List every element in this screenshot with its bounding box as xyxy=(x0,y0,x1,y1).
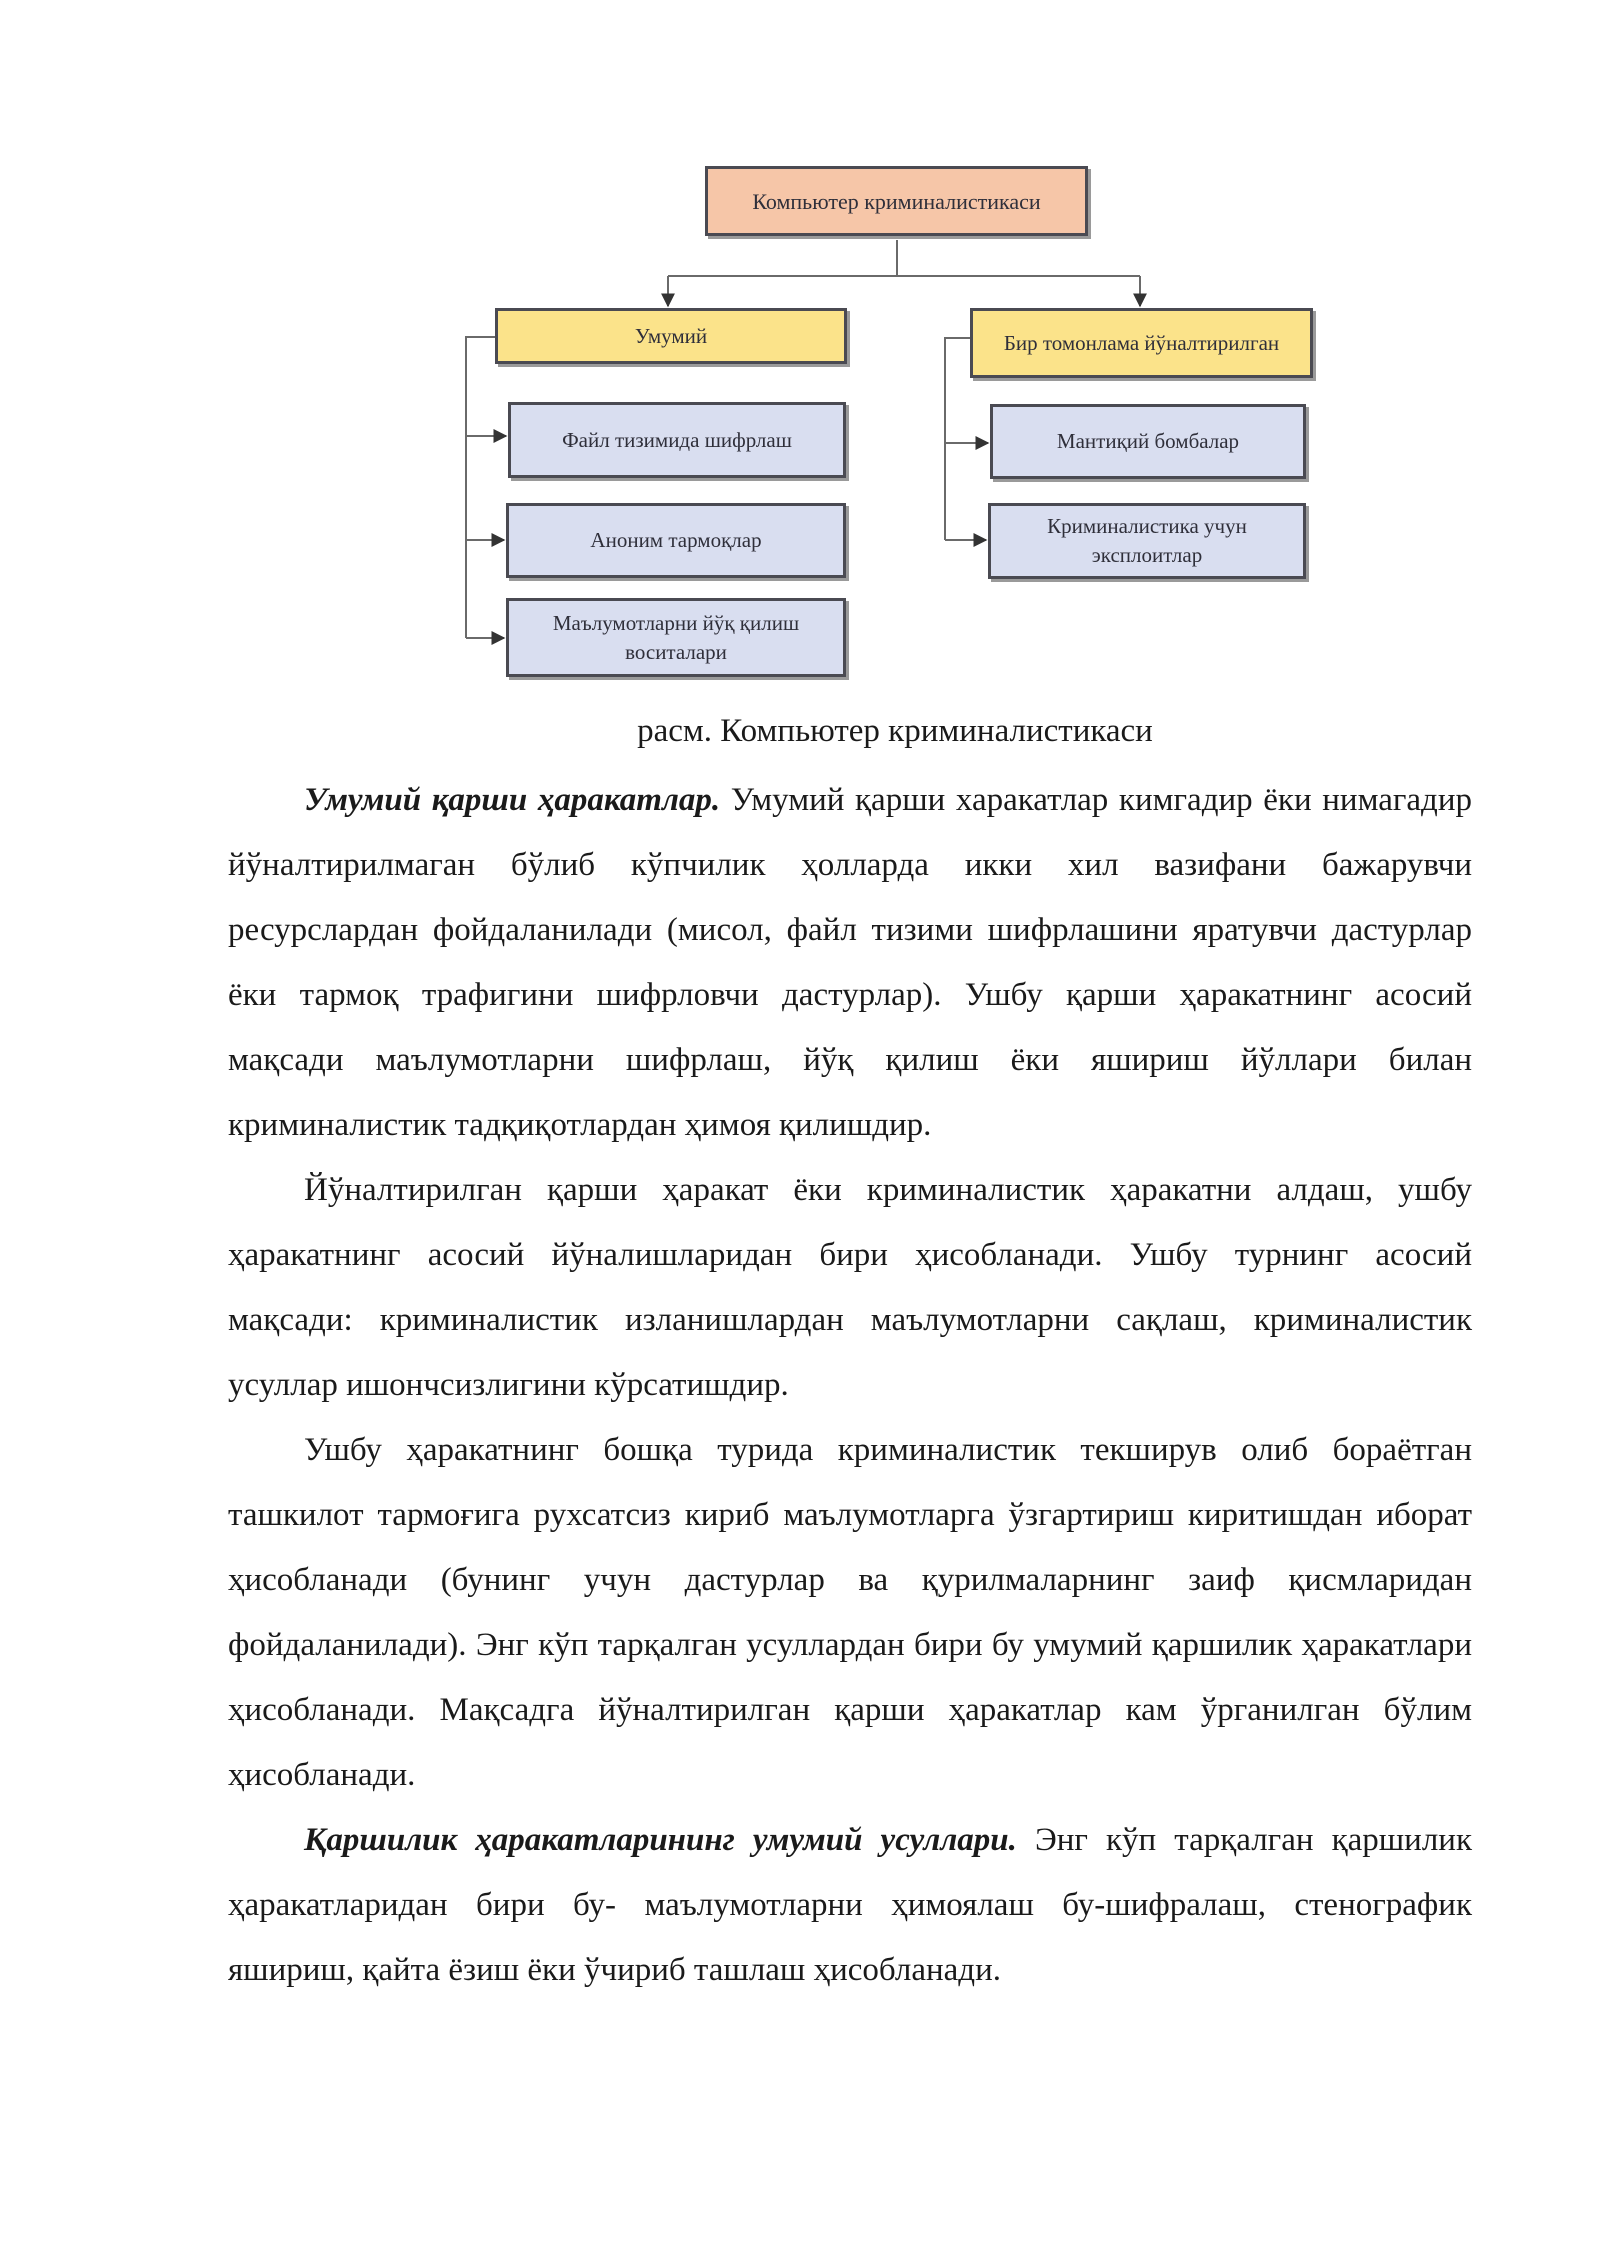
paragraph-text: Ушбу ҳаракатнинг бошқа турида криминалистик текширув олиб бораётган ташкилот тармоғига рухсатсиз кириб маълумотларга ўзгартириш киритишдан иборат ҳисобланади (бунинг учун дастурлар ва қурилмаларнинг заиф қисмларидан фойдаланилади). Энг кўп тарқалган усуллардан бири бу умумий қаршилик ҳаракатлари ҳисобланади. Мақсадга йўналтирилган қарши ҳаракатлар кам ўрганилган бўлим ҳисобланади. xyxy=(228,1432,1472,1793)
general-item-label: Аноним тармоқлар xyxy=(590,528,762,552)
paragraph xyxy=(228,1418,1472,1808)
connector-targeted-bracket xyxy=(945,338,970,540)
diagram xyxy=(0,0,1600,700)
general-item-label: Файл тизимида шифрлаш xyxy=(562,427,792,452)
general-item-node xyxy=(508,402,846,478)
root-node-label: Компьютер криминалистикаси xyxy=(752,188,1041,214)
category-targeted-label: Бир томонлама йўналтирилган xyxy=(1003,330,1280,355)
body-text xyxy=(228,768,1472,2003)
paragraph-text: Энг кўп тарқалган қаршилик ҳаракатларидан бири бу- маълумотларни ҳимоялаш бу-шифралаш, стенографик яшириш, қайта ёзиш ёки ўчириб ташлаш ҳисобланади. xyxy=(228,1822,1472,1988)
general-item-node xyxy=(506,598,846,677)
general-item-node xyxy=(506,503,846,578)
paragraph xyxy=(228,1158,1472,1418)
category-targeted-node xyxy=(970,308,1313,378)
targeted-item-node xyxy=(988,503,1306,579)
paragraph-lead: Умумий қарши ҳаракатлар. xyxy=(304,782,721,818)
figure-caption: расм. Компьютер криминалистикаси xyxy=(637,713,1153,749)
paragraph xyxy=(228,768,1472,1158)
targeted-item-node xyxy=(990,404,1306,479)
targeted-item-label: Мантиқий бомбалар xyxy=(1056,429,1240,453)
connector-general-bracket xyxy=(466,337,495,638)
category-general-label: Умумий xyxy=(634,323,708,348)
diagram-root-node xyxy=(705,166,1088,236)
paragraph-text: Умумий қарши харакатлар кимгадир ёки нимагадир йўналтирилмаган бўлиб кўпчилик ҳолларда икки хил вазифани бажарувчи ресурслардан фойдаланилади (мисол, файл тизими шифрлашини яратувчи дастурлар ёки тармоқ трафигини шифрловчи дастурлар). Ушбу қарши ҳаракатнинг асосий мақсади маълумотларни шифрлаш, йўқ қилиш ёки яшириш йўллари билан криминалистик тадқиқотлардан ҳимоя қилишдир. xyxy=(228,782,1472,1143)
category-general-node xyxy=(495,308,847,364)
general-item-label: Маълумотларни йўқ қилиш воситалари xyxy=(552,610,800,664)
paragraph-lead: Қаршилик ҳаракатларининг умумий усуллари. xyxy=(304,1822,1017,1858)
paragraph-text: Йўналтирилган қарши ҳаракат ёки криминалистик ҳаракатни алдаш, ушбу ҳаракатнинг асосий йўналишларидан бири ҳисобланади. Ушбу турнинг асосий мақсади: криминалистик изланишлардан маълумотларни сақлаш, криминалистик усуллар ишончсизлигини кўрсатишдир. xyxy=(228,1172,1472,1403)
paragraph xyxy=(228,1808,1472,2003)
targeted-item-label: Криминалистика учун эксплоитлар xyxy=(1047,514,1247,567)
